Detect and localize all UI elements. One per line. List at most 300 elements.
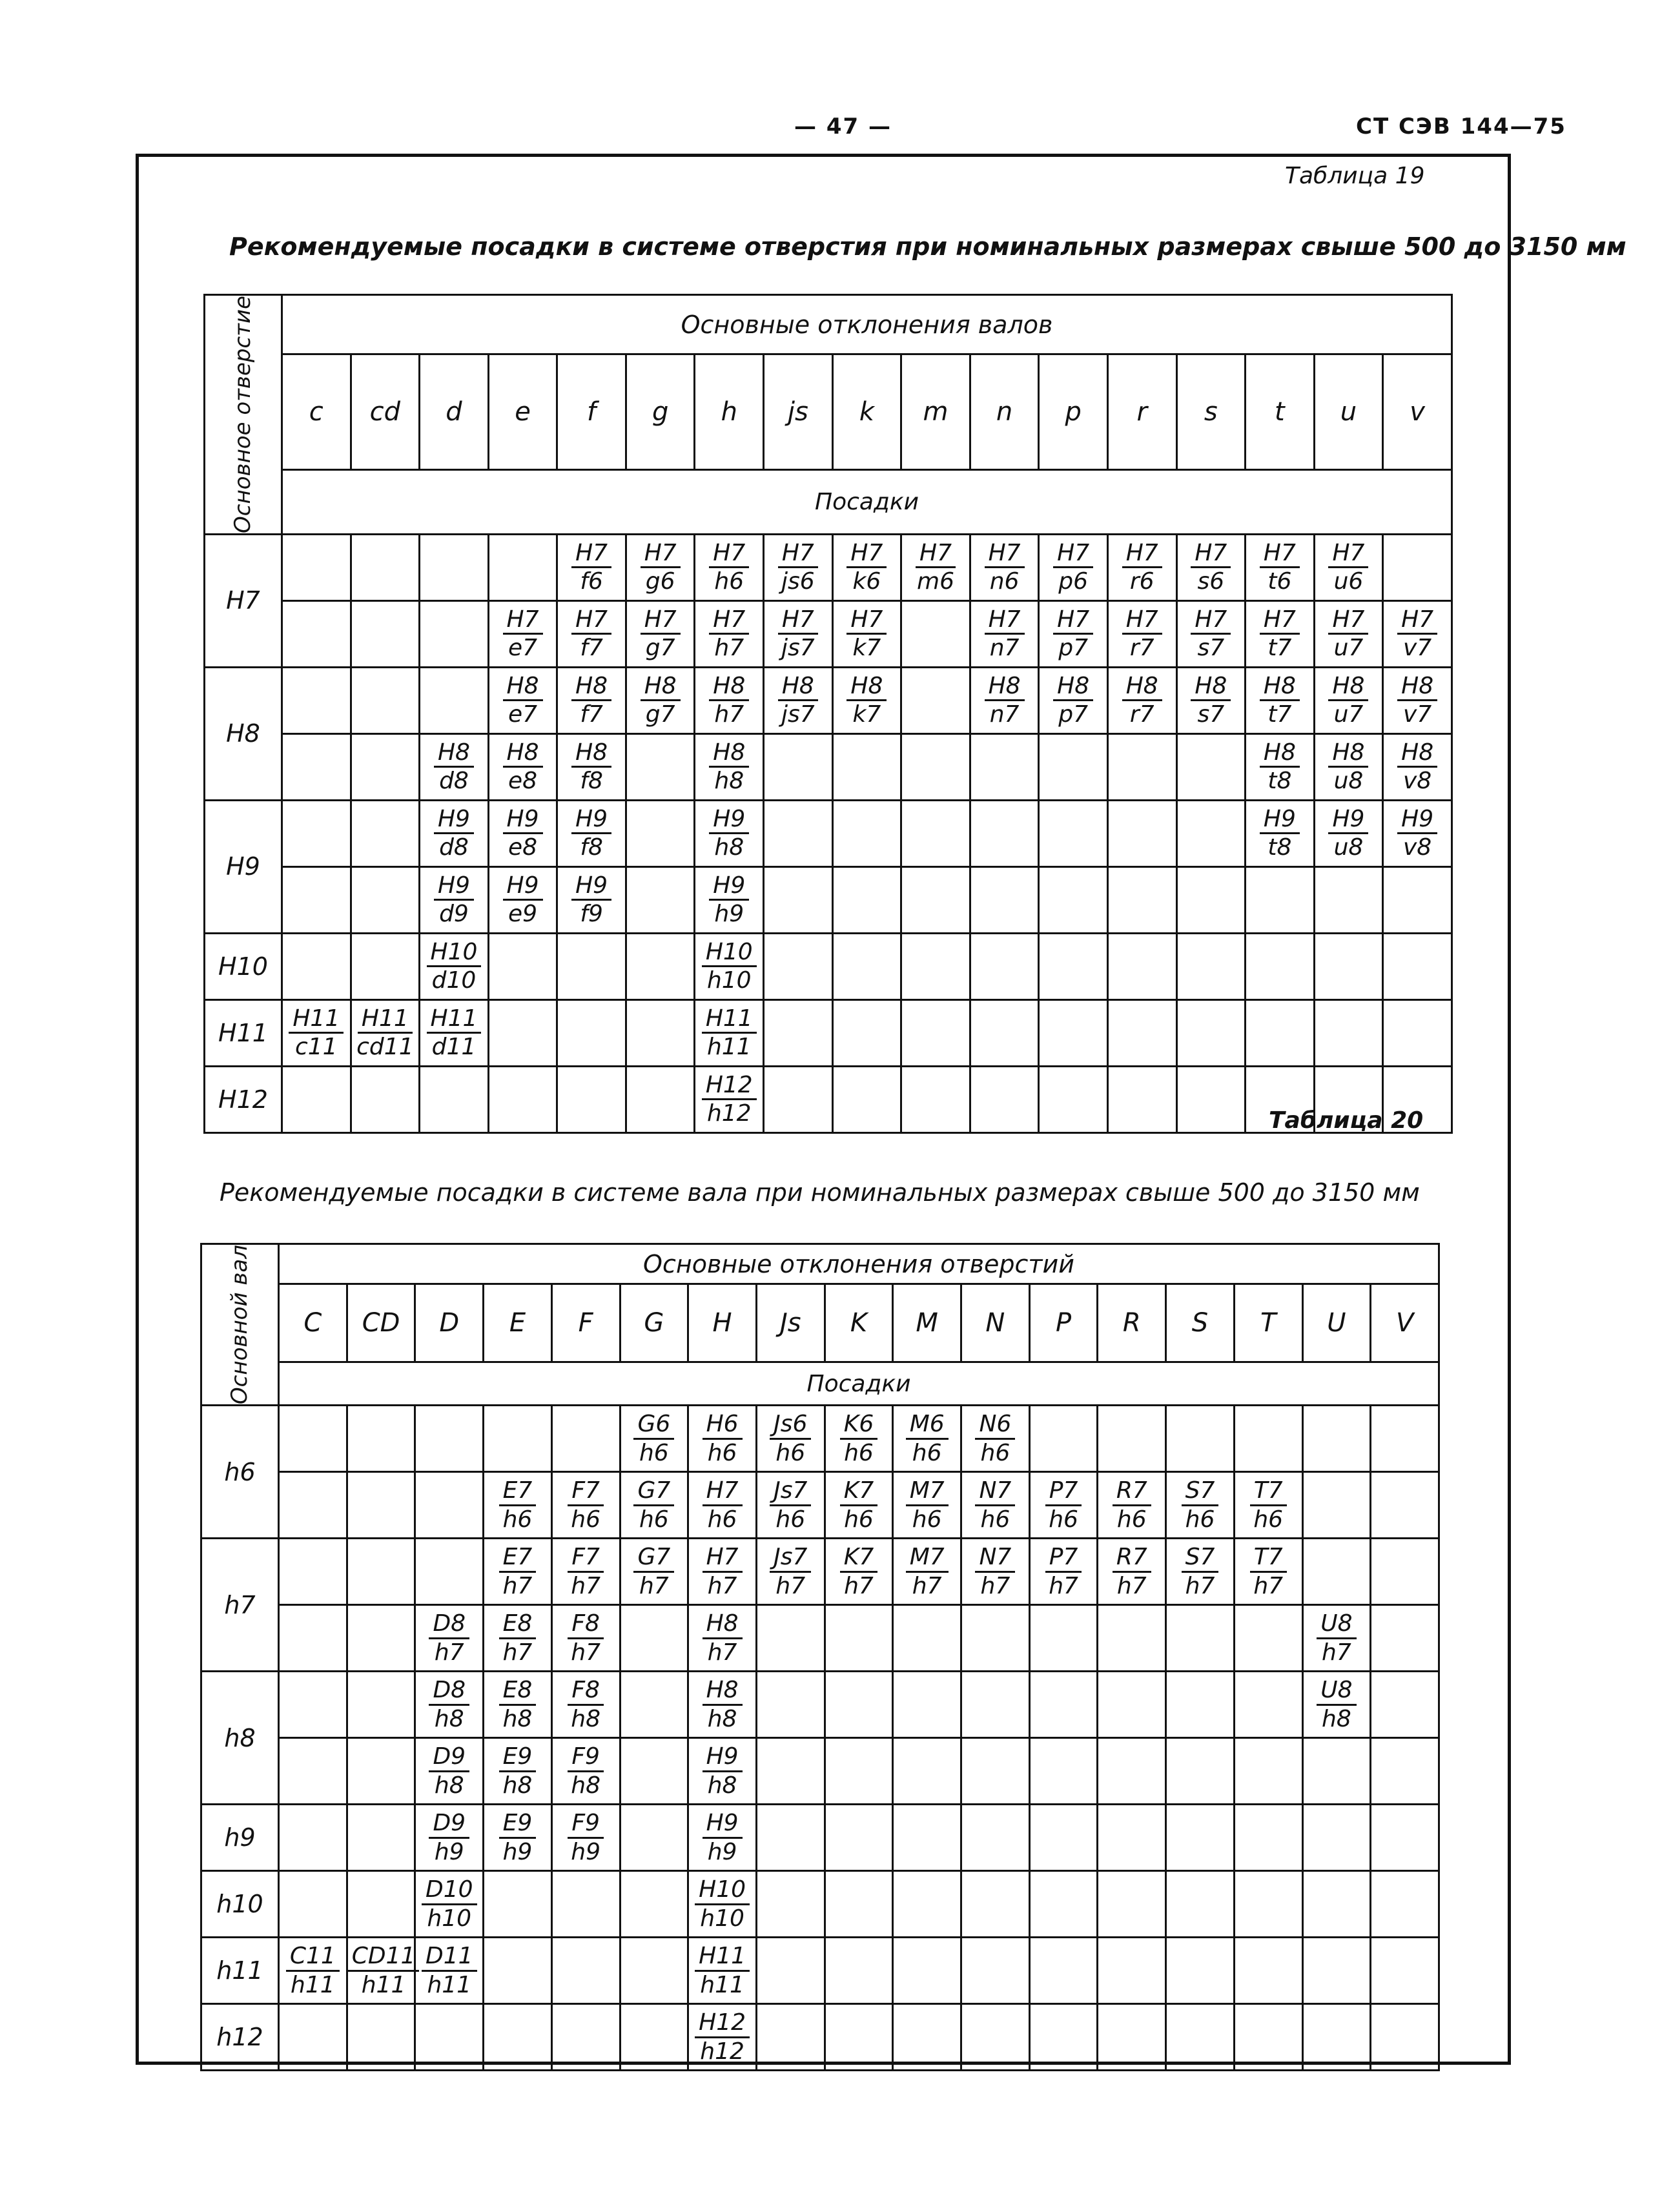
fit-cell [1107,933,1176,999]
fit-cell [1371,1938,1439,2004]
fit-cell [1107,534,1176,600]
fit-cell [1302,1738,1371,1805]
fit-cell [420,733,489,800]
fit-fraction [1191,606,1231,662]
fit-fraction [429,1677,469,1732]
fit-shaft-tolerance: n6 [989,568,1020,595]
fit-hole-tolerance: H7 [503,606,543,635]
fit-fraction [1249,1544,1287,1599]
fit-shaft-tolerance: d9 [439,901,469,928]
fit-cell [626,667,695,733]
fit-hole-tolerance: R7 [1113,1477,1151,1506]
fit-hole-tolerance: D11 [422,1943,477,1971]
fit-cell [347,1738,415,1805]
fit-fraction [567,1477,604,1533]
fit-cell [484,1672,552,1738]
fit-cell [415,1539,484,1605]
fit-cell [961,1871,1030,1938]
fit-cell [1314,800,1383,866]
fit-hole-tolerance: H9 [703,1743,743,1772]
fit-cell [282,933,351,999]
fit-hole-tolerance: H7 [778,606,818,635]
fit-cell [626,1066,695,1132]
fit-hole-tolerance: H8 [709,673,749,701]
fit-shaft-tolerance: h7 [639,1572,669,1599]
fit-cell [970,733,1039,800]
fit-fraction [975,1544,1015,1599]
fit-fraction [702,939,757,994]
fit-hole-tolerance: U8 [1317,1677,1356,1705]
fit-shaft-tolerance: h7 [434,1639,464,1666]
fit-shaft-tolerance: h11 [291,1971,335,1998]
fit-fraction [429,1610,469,1666]
fit-shaft-tolerance: h8 [502,1772,533,1799]
fit-cell [1029,1805,1098,1871]
fit-cell [415,1672,484,1738]
fit-hole-tolerance: H11 [695,1943,750,1971]
fit-cell [1246,933,1315,999]
fit-cell [484,1605,552,1672]
fit-fraction [1328,540,1368,595]
fit-hole-tolerance: E7 [499,1477,537,1506]
table-row [205,866,1452,933]
fit-fraction [641,606,681,662]
fit-fraction [906,1477,949,1533]
fit-cell [901,800,970,866]
fit-cell [695,999,764,1066]
fit-cell [351,733,420,800]
fit-hole-tolerance: H9 [1328,806,1368,834]
fit-fraction [703,1411,743,1466]
fit-shaft-tolerance: e8 [508,768,538,795]
fit-shaft-tolerance: h8 [714,834,744,861]
fit-cell [484,1938,552,2004]
fit-fraction [906,1544,949,1599]
fit-cell [1234,1672,1302,1738]
fit-cell [1314,733,1383,800]
fit-shaft-tolerance: d10 [431,967,477,994]
fit-cell [484,2004,552,2071]
fit-cell [901,667,970,733]
fit-hole-tolerance: F9 [568,1810,604,1838]
fit-cell [282,800,351,866]
fit-fraction [286,1943,340,1998]
fit-cell [351,667,420,733]
fit-fraction [777,540,819,595]
page-number: — 47 — [794,114,892,139]
fit-cell [832,866,901,933]
fit-cell [1314,667,1383,733]
fit-hole-tolerance: S7 [1182,1477,1219,1506]
fit-cell [825,1539,893,1605]
fit-cell [764,733,833,800]
row-group-label: h9 [201,1805,279,1871]
fit-cell [620,1738,688,1805]
fit-cell [893,1406,961,1472]
fit-cell [488,933,557,999]
fit-hole-tolerance: H8 [1122,673,1162,701]
fit-shaft-tolerance: e7 [508,701,538,728]
fit-cell [551,1938,620,2004]
fit-cell [279,1938,347,2004]
fit-fraction [703,1544,743,1599]
fit-cell [688,1938,757,2004]
fit-hole-tolerance: G7 [633,1544,674,1572]
fit-fraction [709,739,749,795]
fit-cell [688,2004,757,2071]
fit-cell [1098,1406,1166,1472]
fit-shaft-tolerance: f8 [580,834,603,861]
fit-hole-tolerance: H9 [434,806,474,834]
fit-shaft-tolerance: h6 [980,1439,1011,1466]
fit-cell [1246,534,1315,600]
fit-cell [1246,667,1315,733]
table19-label: Таблица 19 [1285,163,1425,189]
fit-cell [1166,1539,1235,1605]
fit-shaft-tolerance: d11 [431,1034,477,1061]
fit-hole-tolerance: H10 [702,939,757,967]
fit-shaft-tolerance: h8 [707,1705,737,1732]
fit-hole-tolerance: D9 [429,1810,469,1838]
fit-cell [551,1738,620,1805]
fit-shaft-tolerance: f6 [580,568,603,595]
fit-shaft-tolerance: h6 [1253,1506,1284,1533]
fit-shaft-tolerance: u7 [1333,635,1364,662]
fit-hole-tolerance: E8 [499,1610,537,1639]
fit-hole-tolerance: H7 [1122,606,1162,635]
fit-fraction [846,673,887,728]
fit-cell [557,733,626,800]
fit-cell [961,1672,1030,1738]
fit-shaft-tolerance: h8 [707,1772,737,1799]
fit-cell [1029,1738,1098,1805]
fit-hole-tolerance: H8 [846,673,887,701]
column-header: T [1234,1284,1302,1362]
fit-fraction [1397,806,1437,861]
fit-hole-tolerance: H8 [1328,673,1368,701]
fit-cell [1234,1605,1302,1672]
fit-hole-tolerance: H7 [571,540,611,568]
fit-hole-tolerance: D8 [429,1610,469,1639]
fit-cell [688,1738,757,1805]
fit-cell [1107,999,1176,1066]
fit-cell [695,600,764,667]
fit-shaft-tolerance: t8 [1267,834,1292,861]
fit-hole-tolerance: CD11 [348,1943,420,1971]
fit-cell [1234,1938,1302,2004]
fit-shaft-tolerance: h7 [571,1572,601,1599]
table-row [201,1472,1439,1539]
fit-cell [415,1871,484,1938]
fit-hole-tolerance: H7 [1328,606,1368,635]
fit-hole-tolerance: H8 [571,739,611,768]
fit-cell [832,800,901,866]
table20-title: Рекомендуемые посадки в системе вала при номинальных размерах свыше 500 до 3150 мм [220,1178,1420,1207]
fit-cell [970,600,1039,667]
column-header: CD [347,1284,415,1362]
fit-hole-tolerance: H7 [1053,606,1093,635]
fit-shaft-tolerance: h6 [639,1506,669,1533]
fit-hole-tolerance: H8 [703,1610,743,1639]
fit-hole-tolerance: S7 [1182,1544,1219,1572]
fit-shaft-tolerance: h9 [707,1838,737,1865]
column-header: P [1029,1284,1098,1362]
fit-fraction [1045,1544,1082,1599]
fit-cell [764,1066,833,1132]
fit-cell [688,1871,757,1938]
fit-hole-tolerance: H7 [916,540,956,568]
fit-fraction [709,872,749,928]
fit-fraction [703,1743,743,1799]
fit-cell [351,866,420,933]
fit-cell [420,933,489,999]
fit-hole-tolerance: H11 [702,1005,757,1034]
table19 [203,294,1453,1134]
fit-fraction [702,1072,757,1127]
fit-cell [893,1605,961,1672]
fit-fraction [434,739,474,795]
fit-cell [825,1805,893,1871]
fit-cell [825,1406,893,1472]
fit-cell [420,1066,489,1132]
fit-cell [415,1605,484,1672]
fit-shaft-tolerance: h6 [980,1506,1011,1533]
fit-cell [1166,1672,1235,1738]
fit-shaft-tolerance: h6 [639,1439,669,1466]
fit-cell [484,1738,552,1805]
fit-shaft-tolerance: h7 [1185,1572,1215,1599]
fit-cell [1039,933,1108,999]
column-header: c [282,354,351,470]
fit-fraction [703,1610,743,1666]
fit-fraction [1122,673,1162,728]
fit-cell [1371,1672,1439,1738]
fit-fraction [703,1810,743,1865]
fit-fraction [503,673,543,728]
fit-cell [484,1406,552,1472]
fit-cell [1098,1472,1166,1539]
fit-cell [1234,1738,1302,1805]
fit-cell [1176,866,1246,933]
fit-cell [1371,1805,1439,1871]
column-header: k [832,354,901,470]
fit-cell [1302,1605,1371,1672]
fit-cell [1098,1805,1166,1871]
fit-shaft-tolerance: h10 [706,967,752,994]
fit-shaft-tolerance: h10 [427,1905,472,1932]
fit-hole-tolerance: H9 [503,806,543,834]
fit-shaft-tolerance: r7 [1129,635,1154,662]
fit-fraction [1122,606,1162,662]
fit-cell [1107,667,1176,733]
fit-cell [1029,1472,1098,1539]
fit-shaft-tolerance: h7 [1253,1572,1284,1599]
fit-hole-tolerance: F8 [568,1677,604,1705]
fit-cell [1246,866,1315,933]
fit-cell [347,2004,415,2071]
fit-cell [1383,534,1452,600]
fit-hole-tolerance: M7 [906,1544,949,1572]
fit-cell [1029,1672,1098,1738]
fit-cell [488,1066,557,1132]
fit-cell [1302,2004,1371,2071]
row-group-label: H12 [205,1066,282,1132]
fit-cell [347,1539,415,1605]
fit-hole-tolerance: H8 [985,673,1025,701]
fit-cell [756,1738,825,1805]
row-group-label: H9 [205,800,282,933]
fit-fraction [503,872,543,928]
group-header: Основные отклонения валов [282,295,1452,354]
fit-cell [347,1605,415,1672]
fit-hole-tolerance: H7 [709,606,749,635]
fit-cell [420,800,489,866]
fit-hole-tolerance: H8 [503,673,543,701]
fit-hole-tolerance: Js7 [770,1544,811,1572]
column-header: g [626,354,695,470]
fit-cell [1371,1605,1439,1672]
fit-cell [970,1066,1039,1132]
fit-cell [1383,999,1452,1066]
fit-cell [688,1605,757,1672]
fit-shaft-tolerance: v8 [1403,768,1432,795]
fit-fraction [1053,673,1093,728]
fit-cell [961,1472,1030,1539]
fit-cell [488,866,557,933]
fit-cell [1302,1406,1371,1472]
fit-cell [279,1738,347,1805]
fit-cell [825,2004,893,2071]
fit-fraction [289,1005,344,1061]
fit-fraction [571,806,611,861]
fit-shaft-tolerance: h7 [1322,1639,1351,1666]
fit-hole-tolerance: H8 [1328,739,1368,768]
fit-shaft-tolerance: t7 [1267,635,1292,662]
fit-cell [756,1871,825,1938]
fit-hole-tolerance: H8 [778,673,818,701]
fit-cell [551,1672,620,1738]
fit-hole-tolerance: H7 [703,1544,743,1572]
fit-hole-tolerance: K6 [840,1411,878,1439]
fit-fraction [641,673,681,728]
fit-hole-tolerance: H7 [985,540,1025,568]
fit-cell [970,534,1039,600]
fit-fraction [709,606,749,662]
fit-cell [347,1938,415,2004]
fit-hole-tolerance: F7 [568,1544,604,1572]
fit-hole-tolerance: H7 [703,1477,743,1506]
fit-cell [1176,933,1246,999]
fit-cell [1098,1738,1166,1805]
fit-cell [688,1805,757,1871]
fit-fraction [571,540,611,595]
column-header: E [484,1284,552,1362]
fit-hole-tolerance: M6 [906,1411,949,1439]
fit-fraction [1045,1477,1082,1533]
fit-cell [1098,1539,1166,1605]
fit-cell [415,1472,484,1539]
table-row [205,1066,1452,1132]
fit-cell [488,733,557,800]
fit-shaft-tolerance: h7 [707,1572,737,1599]
fit-shaft-tolerance: f7 [580,701,603,728]
fit-cell [415,1406,484,1472]
column-header: V [1371,1284,1439,1362]
table-row [201,1805,1439,1871]
fit-cell [901,933,970,999]
column-header: v [1383,354,1452,470]
column-header: e [488,354,557,470]
fit-fraction [1260,606,1300,662]
row-group-label: H11 [205,999,282,1066]
fit-cell [756,1938,825,2004]
fit-cell [488,800,557,866]
fit-hole-tolerance: G6 [633,1411,674,1439]
fit-hole-tolerance: H8 [1260,673,1300,701]
fit-shaft-tolerance: d8 [439,834,469,861]
fit-shaft-tolerance: h11 [706,1034,752,1061]
fit-cell [1234,2004,1302,2071]
fit-cell [484,1871,552,1938]
fit-hole-tolerance: H9 [709,872,749,901]
fit-cell [347,1871,415,1938]
fit-shaft-tolerance: h9 [502,1838,533,1865]
fit-fraction [1260,673,1300,728]
fit-cell [1371,2004,1439,2071]
fit-cell [1302,1672,1371,1738]
fit-cell [1176,600,1246,667]
row-group-label: h7 [201,1539,279,1672]
fit-cell [825,1605,893,1672]
column-header: js [764,354,833,470]
fit-shaft-tolerance: s6 [1197,568,1225,595]
fit-fraction [1328,673,1368,728]
fit-cell [351,999,420,1066]
fit-hole-tolerance: H11 [289,1005,344,1034]
fit-shaft-tolerance: h6 [775,1506,806,1533]
fit-cell [893,1672,961,1738]
fit-cell [1302,1539,1371,1605]
fit-cell [351,534,420,600]
fit-hole-tolerance: H7 [985,606,1025,635]
fit-cell [1314,933,1383,999]
fit-cell [415,1938,484,2004]
fit-cell [557,1066,626,1132]
fit-fraction [499,1477,537,1533]
fit-cell [901,866,970,933]
fit-fraction [571,673,611,728]
fit-fraction [503,806,543,861]
fit-cell [1302,1805,1371,1871]
column-header: M [893,1284,961,1362]
table-row [201,1938,1439,2004]
fit-shaft-tolerance: e8 [508,834,538,861]
fit-shaft-tolerance: f9 [580,901,603,928]
fit-shaft-tolerance: h6 [707,1506,737,1533]
fit-hole-tolerance: H7 [1053,540,1093,568]
column-header: f [557,354,626,470]
fit-hole-tolerance: U8 [1317,1610,1356,1639]
column-header: D [415,1284,484,1362]
fit-cell [695,733,764,800]
fit-fraction [567,1810,604,1865]
fit-hole-tolerance: H9 [703,1810,743,1838]
fit-cell [420,667,489,733]
fit-cell [1371,1738,1439,1805]
fit-fraction [777,673,819,728]
fits-header: Посадки [279,1362,1439,1405]
fit-fraction [1182,1477,1219,1533]
